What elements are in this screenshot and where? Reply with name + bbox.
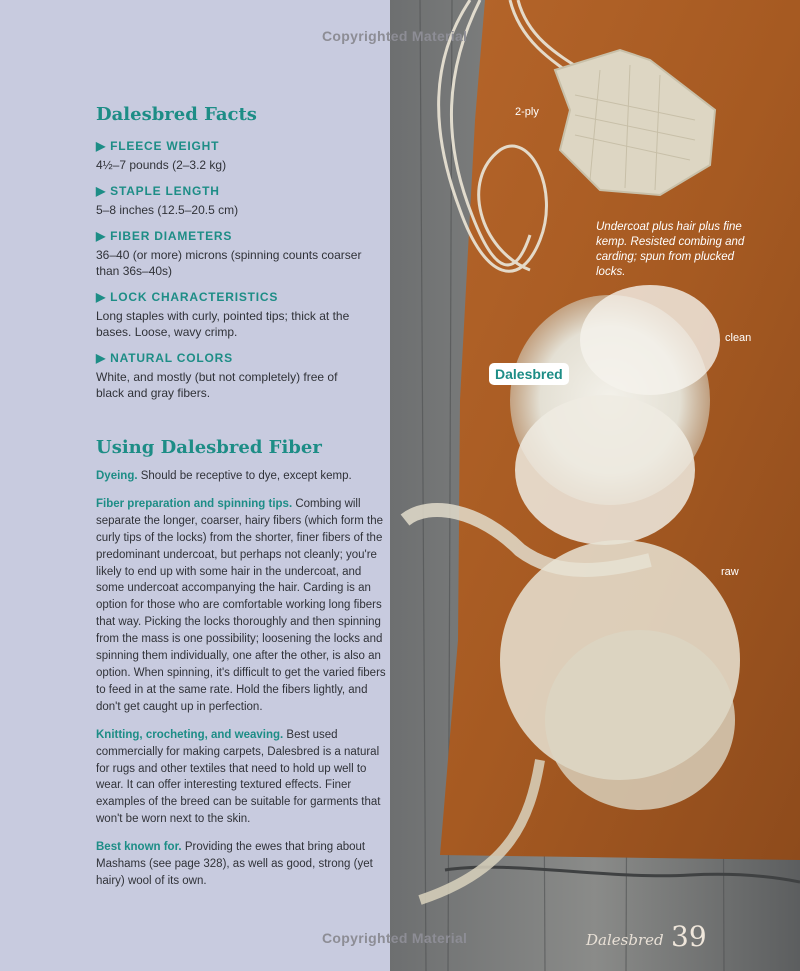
usage-section <box>96 468 388 901</box>
paragraph-text: Should be receptive to dye, except kemp. <box>137 470 352 482</box>
paragraph-text: Combing will separate the longer, coarser, hairy fibers (which form the curly tips of the locks) from the shorter, finer fibers of the predominant undercoat, but perhaps not cleanly; you're likely to end up with some hair in the undercoat, and some undercoat accompanying the hair. Carding is an option for those who are comfortable working long fibers that way. Picking the locks thoroughly and then spinning from the mass is one possibility; loosening the locks and spinning them individually, one after the other, is also an option. When spinning, it's difficult to get the varied fibers to feed in at the same rate. Hold the fibers lightly, and don't get caught up in perfection. <box>96 497 386 713</box>
paragraph-lead: Fiber preparation and spinning tips. <box>96 497 293 510</box>
fact-lock-characteristics <box>96 290 366 340</box>
page-number: 39 <box>671 920 707 953</box>
breed-label: Dalesbred <box>489 363 569 385</box>
photo-note: Undercoat plus hair plus fine kemp. Resisted combing and carding; spun from plucked locks. <box>596 221 745 278</box>
fact-body: Long staples with curly, pointed tips; thick at the bases. Loose, wavy crimp. <box>96 309 350 339</box>
paragraph-text: Providing the ewes that bring about Mashams (see page 328), as well as good, strong (yet hairy) wool of its own. <box>96 841 373 887</box>
fact-staple-length <box>96 184 366 218</box>
fact-heading: ▶ NATURAL COLORS <box>96 351 233 365</box>
fact-body: 5–8 inches (12.5–20.5 cm) <box>96 203 239 217</box>
fact-heading: ▶ LOCK CHARACTERISTICS <box>96 290 279 304</box>
usage-paragraph-knitting <box>96 727 388 828</box>
fact-body: 4½–7 pounds (2–3.2 kg) <box>96 158 227 172</box>
usage-title: Using Dalesbred Fiber <box>96 437 322 458</box>
folio-breed-name: Dalesbred <box>586 931 664 949</box>
fact-fiber-diameters <box>96 229 366 279</box>
paragraph-lead: Best known for. <box>96 841 182 854</box>
fact-natural-colors <box>96 351 366 401</box>
fact-fleece-weight <box>96 139 366 173</box>
watermark-top: Copyrighted Material <box>322 28 468 44</box>
paragraph-text: Best used commercially for making carpets, Dalesbred is a natural for rugs and other textiles that need to hold up well to wear. It can offer interesting textured effects. Finer examples of the breed can be suitable for garments that won't be worn next to the skin. <box>96 728 381 826</box>
watermark-bottom: Copyrighted Material <box>322 930 468 946</box>
fact-heading: ▶ STAPLE LENGTH <box>96 184 220 198</box>
fact-heading: ▶ FLEECE WEIGHT <box>96 139 220 153</box>
fact-heading: ▶ FIBER DIAMETERS <box>96 229 233 243</box>
facts-title: Dalesbred Facts <box>96 104 257 125</box>
paragraph-lead: Dyeing. <box>96 470 138 482</box>
label-2ply: 2-ply <box>515 106 539 118</box>
usage-paragraph-spinning <box>96 496 388 716</box>
label-clean: clean <box>725 332 752 344</box>
usage-paragraph-best-known <box>96 839 388 890</box>
fact-body: 36–40 (or more) microns (spinning counts coarser than 36s–40s) <box>96 248 362 278</box>
paragraph-lead: Knitting, crocheting, and weaving. <box>96 728 284 741</box>
usage-paragraph-dyeing <box>96 468 388 485</box>
fiber-photo <box>390 0 800 971</box>
fact-body: White, and mostly (but not completely) free of black and gray fibers. <box>96 370 338 400</box>
label-raw: raw <box>721 566 739 578</box>
